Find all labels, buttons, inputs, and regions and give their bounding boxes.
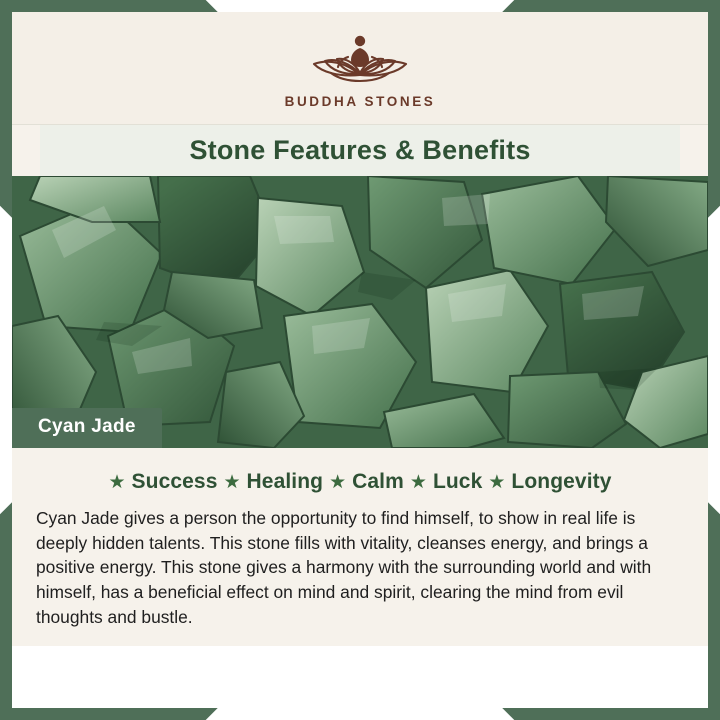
- content-card: [12, 12, 708, 708]
- brand-name: BUDDHA STONES: [284, 94, 436, 109]
- benefit-item-luck: Luck: [432, 470, 483, 493]
- benefit-item-success: Success: [131, 470, 218, 493]
- stone-description: Cyan Jade gives a person the opportunity to find himself, to show in real life is deeply hidden talents. This stone fills with vitality, cleanses energy, and brings a positive energy. This stone gives a harmony with the surrounding world and with himself, has a beneficial effect on mind and spirit, clearing the mind from evil thoughts and bustle.: [12, 504, 708, 630]
- lotus-buddha-icon: [285, 28, 435, 92]
- title-band: [12, 124, 708, 176]
- star-icon: ★: [329, 471, 347, 493]
- stone-photo: [12, 176, 708, 448]
- star-icon: ★: [409, 471, 427, 493]
- page-title: Stone Features & Benefits: [189, 135, 531, 165]
- star-icon: ★: [488, 471, 506, 493]
- benefit-item-healing: Healing: [246, 470, 324, 493]
- card-bottom-fill: [12, 646, 708, 708]
- brand-header: [12, 12, 708, 124]
- benefit-item-longevity: Longevity: [511, 470, 612, 493]
- benefits-row: [12, 448, 708, 504]
- star-icon: ★: [223, 471, 241, 493]
- star-icon: ★: [108, 471, 126, 493]
- benefit-item-calm: Calm: [352, 470, 404, 493]
- stone-name-label: Cyan Jade: [12, 408, 162, 448]
